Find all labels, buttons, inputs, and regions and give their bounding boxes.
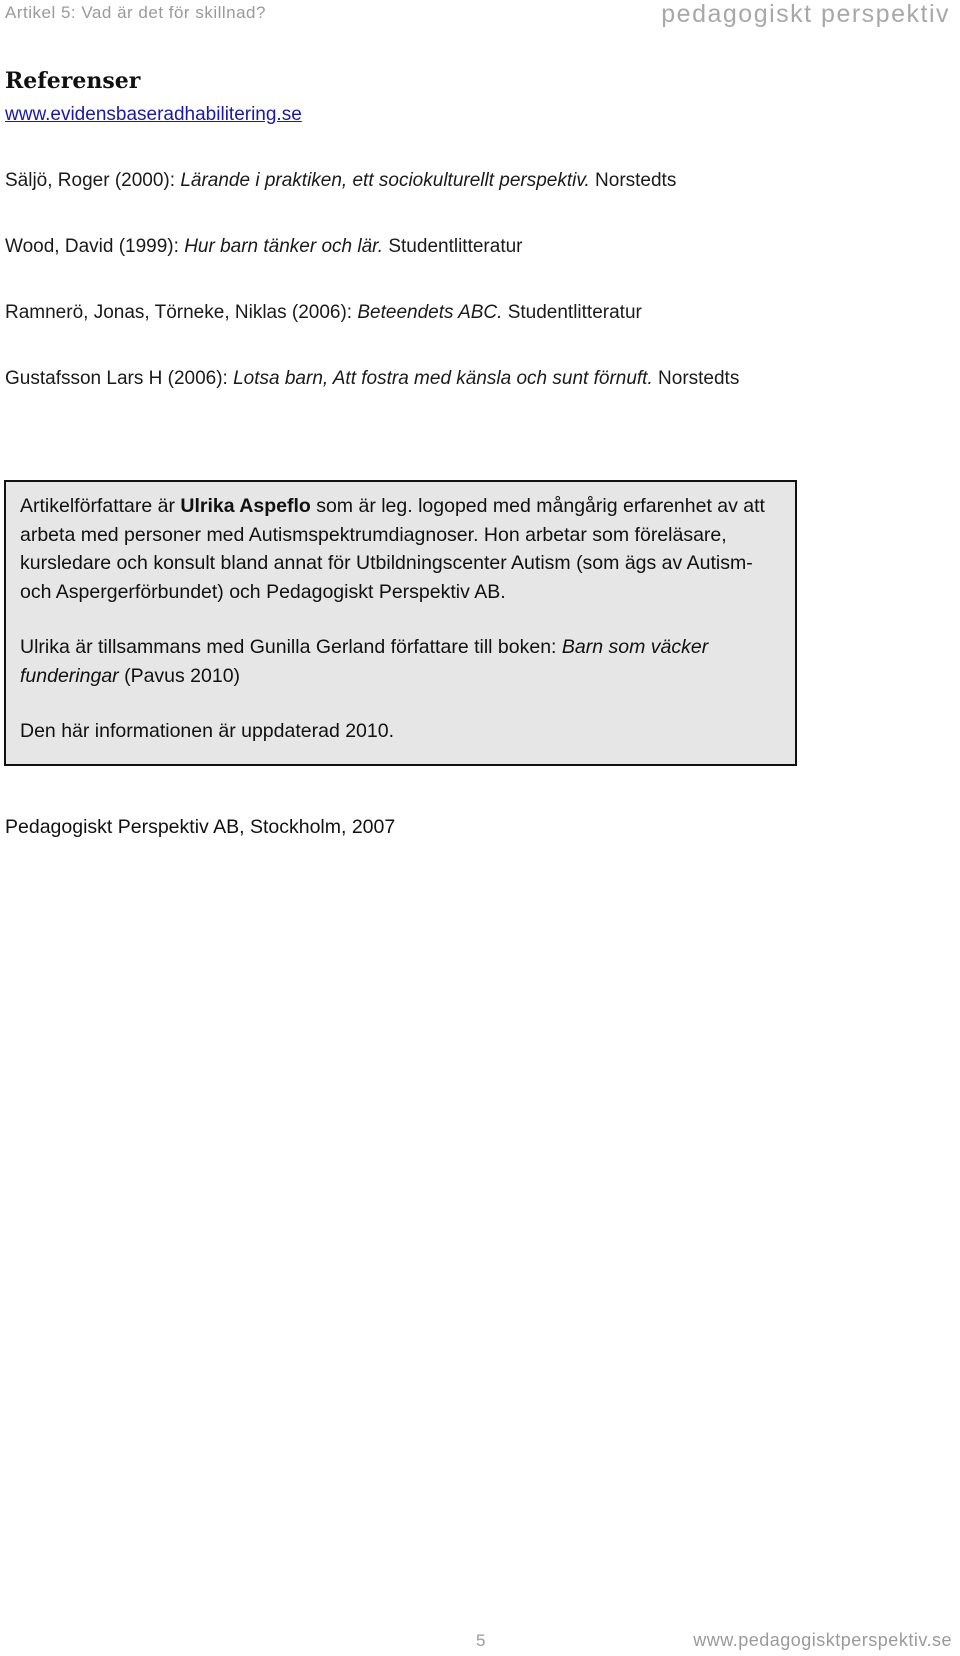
author-update-note: Den här informationen är uppdaterad 2010. (20, 720, 395, 742)
reference-publisher: Norstedts (589, 170, 677, 191)
author-bio-paragraph (20, 492, 781, 606)
brand-name: pedagogiskt perspektiv (661, 0, 950, 28)
author-book-publisher: (Pavus 2010) (118, 664, 241, 687)
reference-item (5, 302, 642, 324)
reference-title: Lotsa barn, Att fostra med känsla och sunt förnuft. (233, 368, 653, 389)
reference-author: Ramnerö, Jonas, Törneke, Niklas (2006): (5, 302, 358, 323)
reference-author: Gustafsson Lars H (2006): (5, 368, 234, 389)
author-book-prefix: Ulrika är tillsammans med Gunilla Gerland författare till boken: (20, 636, 562, 658)
author-info-box (4, 480, 797, 766)
reference-author: Wood, David (1999): (5, 236, 185, 257)
reference-item (5, 368, 739, 390)
author-name: Ulrika Aspeflo (180, 495, 311, 517)
reference-item (5, 236, 523, 258)
author-bio-text: som är leg. logoped med mångårig erfarenhet av att arbeta med personer med Autismspektrumdiagnoser. Hon arbetar som föreläsare, kursledare och konsult bland annat för Utbildningscenter Autism (som ägs av Autism- och Aspergerförbundet) och Pedagogiskt Perspektiv AB. (20, 495, 765, 603)
article-title: Artikel 5: Vad är det för skillnad? (5, 3, 266, 22)
reference-publisher: Studentlitteratur (383, 236, 523, 257)
reference-title: Lärande i praktiken, ett sociokulturellt perspektiv. (180, 170, 590, 191)
reference-item (5, 170, 676, 192)
references-heading: Referenser (5, 68, 141, 94)
author-book-title: Barn som väcker funderingar (20, 636, 709, 687)
reference-author: Säljö, Roger (2000): (5, 170, 181, 191)
author-book-paragraph (20, 633, 781, 690)
reference-title: Beteendets ABC. (357, 302, 503, 323)
author-bio-prefix: Artikelförfattare är (20, 495, 181, 517)
footer-url[interactable]: www.pedagogisktperspektiv.se (693, 1630, 952, 1650)
reference-title: Hur barn tänker och lär. (184, 236, 384, 257)
reference-publisher: Studentlitteratur (502, 302, 642, 323)
publisher-note: Pedagogiskt Perspektiv AB, Stockholm, 2007 (5, 816, 396, 838)
references-link[interactable]: www.evidensbaseradhabilitering.se (5, 104, 302, 125)
page-number: 5 (476, 1631, 486, 1650)
reference-publisher: Norstedts (652, 368, 740, 389)
